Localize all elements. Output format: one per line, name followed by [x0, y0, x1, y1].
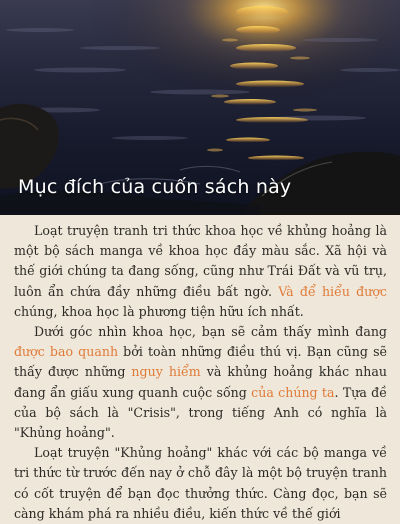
- text-run: Loạt truyện tranh tri thức khoa học về khủng hoảng là một bộ sách manga về khoa học đầy màu sắc. Xã hội và thế giới chúng ta đang sống, cũng như Trái Đất và vũ trụ, luôn ẩn chứa đầy những điều bất ngờ.: [14, 223, 387, 299]
- highlighted-text: Và để hiểu được: [278, 283, 387, 299]
- text-run: . Tựa đề của bộ sách là "Crisis", trong tiếng Anh có nghĩa là "Khủng hoảng".: [14, 384, 387, 441]
- text-run: chúng, khoa học là phương tiện hữu ích nhất.: [14, 303, 304, 319]
- paragraph-3: [14, 443, 387, 524]
- text-run: và khủng hoảng khác nhau đang ẩn giấu xung quanh cuộc sống: [14, 364, 388, 400]
- highlighted-text: của chúng ta: [251, 384, 335, 400]
- body-text: [14, 221, 387, 524]
- highlighted-text: được bao quanh: [14, 344, 119, 360]
- paragraph-2: [14, 322, 387, 443]
- section-title: Mục đích của cuốn sách này: [18, 176, 292, 198]
- text-run: Loạt truyện "Khủng hoảng" khác với các bộ manga về tri thức từ trước đến nay ở chỗ đây là một bộ truyện tranh có cốt truyện để bạn đọc thưởng thức. Càng đọc, bạn sẽ càng khám phá ra nhiều điều, kiến thức về thế giới: [14, 445, 387, 521]
- text-run: Dưới góc nhìn khoa học, bạn sẽ cảm thấy mình đang: [34, 324, 387, 340]
- highlighted-text: nguy hiểm: [131, 364, 201, 380]
- text-run: bởi toàn những điều thú vị. Bạn cũng sẽ thấy được những: [14, 344, 387, 380]
- paragraph-1: [14, 221, 387, 322]
